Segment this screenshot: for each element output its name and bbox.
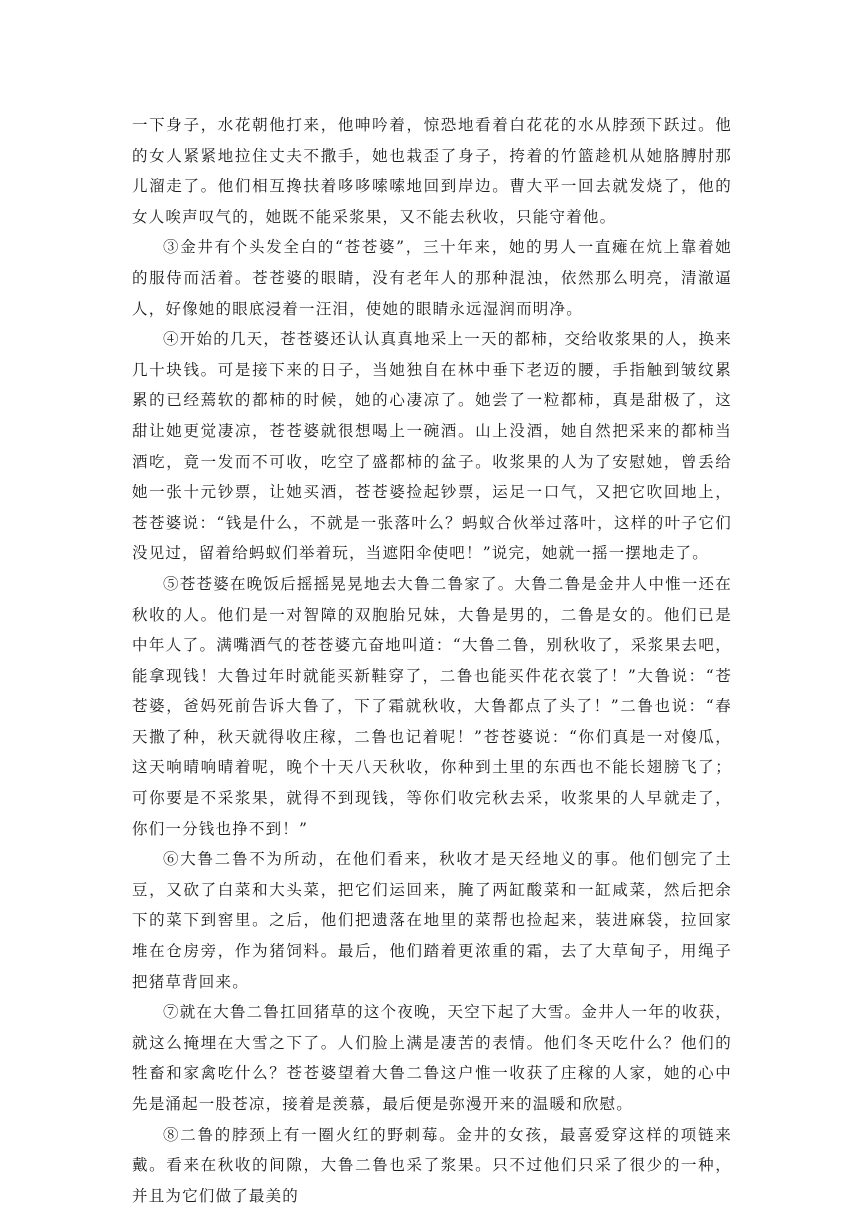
paragraph-5: ⑤苍苍婆在晚饭后摇摇晃晃地去大鲁二鲁家了。大鲁二鲁是金井人中惟一还在秋收的人。他们是一对智障的双胞胎兄妹，大鲁是男的，二鲁是女的。他们已是中年人了。满嘴酒气的苍苍婆亢奋地叫道：“大鲁二鲁，别秋收了，采浆果去吧，能拿现钱！大鲁过年时就能买新鞋穿了，二鲁也能买件花衣裳了！”大鲁说：“苍苍婆，爸妈死前告诉大鲁了，下了霜就秋收，大鲁都点了头了！”二鲁也说：“春天撒了种，秋天就得收庄稼，二鲁也记着呢！”苍苍婆说：“你们真是一对傻瓜，这天响晴响晴着呢，晚个十天八天秋收，你种到土里的东西也不能长翅膀飞了；可你要是不采浆果，就得不到现钱，等你们收完秋去采，收浆果的人早就走了，你们一分钱也挣不到！” xyxy=(132,574,732,838)
paragraph-4: ④开始的几天，苍苍婆还认认真真地采上一天的都柿，交给收浆果的人，换来几十块钱。可是接下来的日子，当她独自在林中垂下老迈的腰，手指触到皱纹累累的已经蔫软的都柿的时候，她的心凄凉了。她尝了一粒都柿，真是甜极了，这甜让她更觉凄凉，苍苍婆就很想喝上一碗酒。山上没酒，她自然把采来的都柿当酒吃，竟一发而不可收，吃空了盛都柿的盆子。收浆果的人为了安慰她，曾丢给她一张十元钞票，让她买酒，苍苍婆捡起钞票，运足一口气，又把它吹回地上，苍苍婆说：“钱是什么，不就是一张落叶么？蚂蚁合伙举过落叶，这样的叶子它们没见过，留着给蚂蚁们举着玩，当遮阳伞使吧！”说完，她就一摇一摆地走了。 xyxy=(132,330,732,563)
paragraph-continued: 一下身子，水花朝他打来，他呻吟着，惊恐地看着白花花的水从脖颈下跃过。他的女人紧紧地拉住丈夫不撒手，她也栽歪了身子，挎着的竹篮趁机从她胳膊肘那儿溜走了。他们相互搀扶着哆哆嗦嗦地回到岸边。曹大平一回去就发烧了，他的女人唉声叹气的，她既不能采浆果，又不能去秋收，只能守着他。 xyxy=(132,116,732,226)
paragraph-3: ③金井有个头发全白的“苍苍婆”，三十年来，她的男人一直瘫在炕上靠着她的服侍而活着。苍苍婆的眼睛，没有老年人的那种混浊，依然那么明亮，清澈逼人，好像她的眼底浸着一汪泪，使她的眼睛永远湿润而明净。 xyxy=(132,238,732,318)
paragraph-7: ⑦就在大鲁二鲁扛回猪草的这个夜晚，天空下起了大雪。金井人一年的收获，就这么掩埋在大雪之下了。人们脸上满是凄苦的表情。他们冬天吃什么？他们的牲畜和家禽吃什么？苍苍婆望着大鲁二鲁这户惟一收获了庄稼的人家，她的心中先是涌起一股苍凉，接着是羡慕，最后便是弥漫开来的温暖和欣慰。 xyxy=(132,1003,732,1113)
paragraph-8: ⑧二鲁的脖颈上有一圈火红的野刺莓。金井的女孩，最喜爱穿这样的项链来戴。看来在秋收的间隙，大鲁二鲁也采了浆果。只不过他们只采了很少的一种，并且为它们做了最美的 xyxy=(132,1125,732,1205)
paragraph-6: ⑥大鲁二鲁不为所动，在他们看来，秋收才是天经地义的事。他们刨完了土豆，又砍了白菜和大头菜，把它们运回来，腌了两缸酸菜和一缸咸菜，然后把余下的菜下到窖里。之后，他们把遗落在地里的菜帮也捡起来，装进麻袋，拉回家堆在仓房旁，作为猪饲料。最后，他们踏着更浓重的霜，去了大草甸子，用绳子把猪草背回来。 xyxy=(132,850,732,991)
